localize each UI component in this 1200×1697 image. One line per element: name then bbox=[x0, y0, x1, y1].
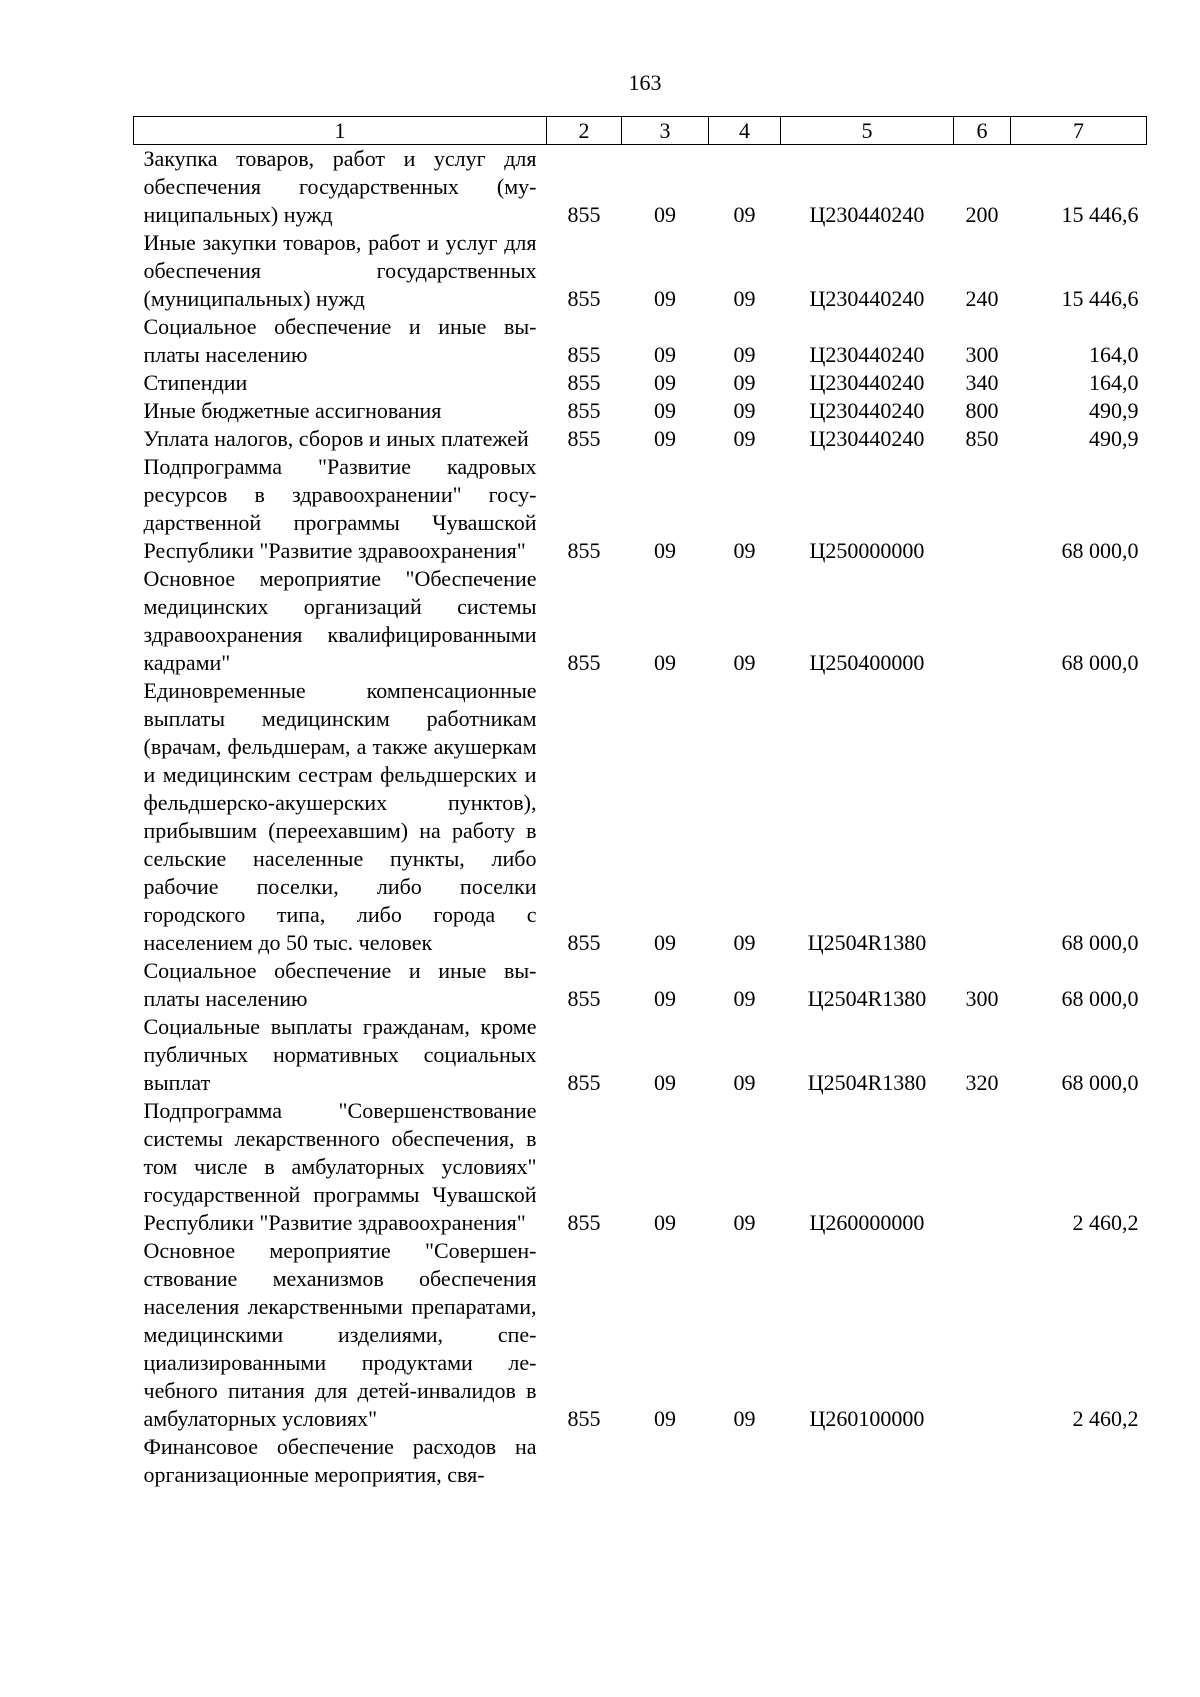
row-code-5: Ц260000000 bbox=[809, 1210, 925, 1235]
row-code-4: 09 bbox=[733, 1210, 756, 1235]
table-header bbox=[134, 117, 1147, 145]
row-code-5: Ц230440240 bbox=[809, 342, 925, 367]
row-code-3 bbox=[622, 1433, 709, 1489]
row-code-4: 09 bbox=[733, 426, 756, 451]
row-amount: 15 446,6 bbox=[1061, 202, 1139, 227]
row-code-5: Ц2504R1380 bbox=[807, 986, 927, 1011]
row-code-2: 855 bbox=[567, 986, 601, 1011]
row-code-6: 850 bbox=[965, 426, 999, 451]
row-name: Единовременные компенсационные выплаты медицинским работникам (врачам, фельдшерам, а также акушеркам и медицинским сестрам фельдшерских и фельдшерско-акушерских пунктов), прибывшим (переехавшим) на работу в сельские населенные пункты, либо рабочие поселки, либо поселки городского типа, либо города с населением до 50 тыс. человек bbox=[143, 678, 537, 955]
row-name: Подпрограмма "Совершенствование системы лекарственного обеспечения, в том числе в амбулаторных условиях" государственной программы Чувашской Республики "Развитие здравоохранения" bbox=[143, 1098, 537, 1235]
table-row bbox=[134, 397, 1147, 425]
row-code-4: 09 bbox=[733, 1406, 756, 1431]
row-code-5: Ц230440240 bbox=[809, 286, 925, 311]
row-code-3: 09 bbox=[654, 398, 676, 423]
row-code-2: 855 bbox=[567, 1070, 601, 1095]
row-code-3: 09 bbox=[654, 370, 676, 395]
row-code-3: 09 bbox=[654, 202, 676, 227]
column-header-7: 7 bbox=[1011, 117, 1147, 145]
row-code-6 bbox=[954, 1237, 1011, 1433]
row-code-5: Ц260100000 bbox=[809, 1406, 925, 1431]
row-code-3: 09 bbox=[654, 930, 676, 955]
row-code-6 bbox=[954, 1097, 1011, 1237]
row-code-2: 855 bbox=[567, 930, 601, 955]
table-row bbox=[134, 1097, 1147, 1237]
table-row bbox=[134, 229, 1147, 313]
row-name: Финансовое обеспечение расходов на организационные мероприятия, свя- bbox=[143, 1434, 537, 1487]
row-name: Основное мероприятие "Обеспечение медицинских организаций системы здравоохранения квалифицированными кадрами" bbox=[143, 566, 537, 675]
row-code-2: 855 bbox=[567, 398, 601, 423]
table-row bbox=[134, 145, 1147, 230]
table-row bbox=[134, 677, 1147, 957]
column-header-4: 4 bbox=[709, 117, 781, 145]
row-amount: 68 000,0 bbox=[1061, 986, 1139, 1011]
row-code-4 bbox=[709, 1433, 781, 1489]
row-code-4: 09 bbox=[733, 286, 756, 311]
row-code-3: 09 bbox=[654, 1210, 676, 1235]
row-code-2: 855 bbox=[567, 426, 601, 451]
row-code-2: 855 bbox=[567, 1406, 601, 1431]
row-code-6: 300 bbox=[965, 342, 999, 367]
row-name: Закупка товаров, работ и услуг для обеспечения государственных (муниципальных) нужд bbox=[143, 146, 537, 227]
table-row bbox=[134, 425, 1147, 453]
row-name: Иные закупки товаров, работ и услуг для обеспечения государственных (муниципальных) нужд bbox=[143, 230, 537, 311]
header-row bbox=[134, 117, 1147, 145]
row-name: Социальное обеспечение и иные выплаты населению bbox=[143, 958, 537, 1011]
row-code-2: 855 bbox=[567, 650, 601, 675]
row-code-5: Ц2504R1380 bbox=[807, 930, 927, 955]
row-code-4: 09 bbox=[733, 342, 756, 367]
row-code-3: 09 bbox=[654, 426, 676, 451]
row-code-5: Ц230440240 bbox=[809, 426, 925, 451]
row-name: Подпрограмма "Развитие кадровых ресурсов в здравоохранении" государственной программы Чувашской Республики "Развитие здравоохранения" bbox=[143, 454, 537, 563]
row-code-5: Ц230440240 bbox=[809, 398, 925, 423]
table-row bbox=[134, 1433, 1147, 1489]
row-code-6 bbox=[954, 565, 1011, 677]
table-row bbox=[134, 369, 1147, 397]
row-code-2: 855 bbox=[567, 370, 601, 395]
row-code-3: 09 bbox=[654, 342, 676, 367]
row-code-5: Ц230440240 bbox=[809, 202, 925, 227]
table-row bbox=[134, 313, 1147, 369]
row-name: Социальное обеспечение и иные выплаты населению bbox=[143, 314, 537, 367]
row-code-6: 300 bbox=[965, 986, 999, 1011]
row-code-6: 340 bbox=[965, 370, 999, 395]
row-code-5: Ц2504R1380 bbox=[807, 1070, 927, 1095]
row-amount: 68 000,0 bbox=[1061, 930, 1139, 955]
row-name: Стипендии bbox=[143, 370, 248, 395]
row-amount: 164,0 bbox=[1089, 370, 1139, 395]
row-code-6: 200 bbox=[965, 202, 999, 227]
budget-table bbox=[133, 116, 1147, 1489]
row-code-3: 09 bbox=[654, 986, 676, 1011]
row-code-5 bbox=[781, 1433, 954, 1489]
column-header-2: 2 bbox=[547, 117, 622, 145]
row-name: Основное мероприятие "Совершенствование механизмов обеспечения населения лекарственными препаратами, медицинскими изделиями, специализированными продуктами лечебного питания для детей-инвалидов в амбулаторных условиях" bbox=[143, 1238, 537, 1431]
table-row bbox=[134, 565, 1147, 677]
row-amount bbox=[1011, 1433, 1147, 1489]
column-header-1: 1 bbox=[134, 117, 547, 145]
row-amount: 68 000,0 bbox=[1061, 1070, 1139, 1095]
column-header-6: 6 bbox=[954, 117, 1011, 145]
table-row bbox=[134, 1237, 1147, 1433]
row-code-3: 09 bbox=[654, 650, 676, 675]
row-amount: 68 000,0 bbox=[1061, 650, 1139, 675]
row-code-3: 09 bbox=[654, 1070, 676, 1095]
row-code-3: 09 bbox=[654, 538, 676, 563]
row-code-4: 09 bbox=[733, 370, 756, 395]
row-code-5: Ц250400000 bbox=[809, 650, 925, 675]
row-code-6 bbox=[954, 1433, 1011, 1489]
table-row bbox=[134, 453, 1147, 565]
table-row bbox=[134, 1013, 1147, 1097]
row-amount: 490,9 bbox=[1089, 398, 1139, 423]
row-code-4: 09 bbox=[733, 650, 756, 675]
row-code-2: 855 bbox=[567, 202, 601, 227]
row-code-5: Ц230440240 bbox=[809, 370, 925, 395]
row-amount: 15 446,6 bbox=[1061, 286, 1139, 311]
table-row bbox=[134, 957, 1147, 1013]
row-name: Уплата налогов, сборов и иных платежей bbox=[143, 426, 529, 451]
row-amount: 2 460,2 bbox=[1072, 1406, 1139, 1431]
row-code-4: 09 bbox=[733, 986, 756, 1011]
row-code-2: 855 bbox=[567, 286, 601, 311]
row-code-5: Ц250000000 bbox=[809, 538, 925, 563]
row-code-4: 09 bbox=[733, 202, 756, 227]
column-header-5: 5 bbox=[781, 117, 954, 145]
column-header-3: 3 bbox=[622, 117, 709, 145]
row-code-4: 09 bbox=[733, 1070, 756, 1095]
row-code-6: 800 bbox=[965, 398, 999, 423]
row-code-4: 09 bbox=[733, 538, 756, 563]
row-amount: 68 000,0 bbox=[1061, 538, 1139, 563]
row-code-4: 09 bbox=[733, 930, 756, 955]
table-body bbox=[134, 145, 1147, 1490]
row-amount: 2 460,2 bbox=[1072, 1210, 1139, 1235]
row-code-6 bbox=[954, 677, 1011, 957]
row-code-2: 855 bbox=[567, 538, 601, 563]
row-name: Социальные выплаты гражданам, кроме публичных нормативных социальных выплат bbox=[143, 1014, 537, 1095]
row-code-4: 09 bbox=[733, 398, 756, 423]
row-code-3: 09 bbox=[654, 286, 676, 311]
row-code-3: 09 bbox=[654, 1406, 676, 1431]
page-number: 163 bbox=[628, 70, 662, 95]
row-code-6 bbox=[954, 453, 1011, 565]
row-amount: 164,0 bbox=[1089, 342, 1139, 367]
row-amount: 490,9 bbox=[1089, 426, 1139, 451]
row-code-2: 855 bbox=[567, 1210, 601, 1235]
row-code-6: 320 bbox=[965, 1070, 999, 1095]
row-code-2: 855 bbox=[567, 342, 601, 367]
row-code-6: 240 bbox=[965, 286, 999, 311]
row-name: Иные бюджетные ассигнования bbox=[143, 398, 442, 423]
row-code-2 bbox=[547, 1433, 622, 1489]
